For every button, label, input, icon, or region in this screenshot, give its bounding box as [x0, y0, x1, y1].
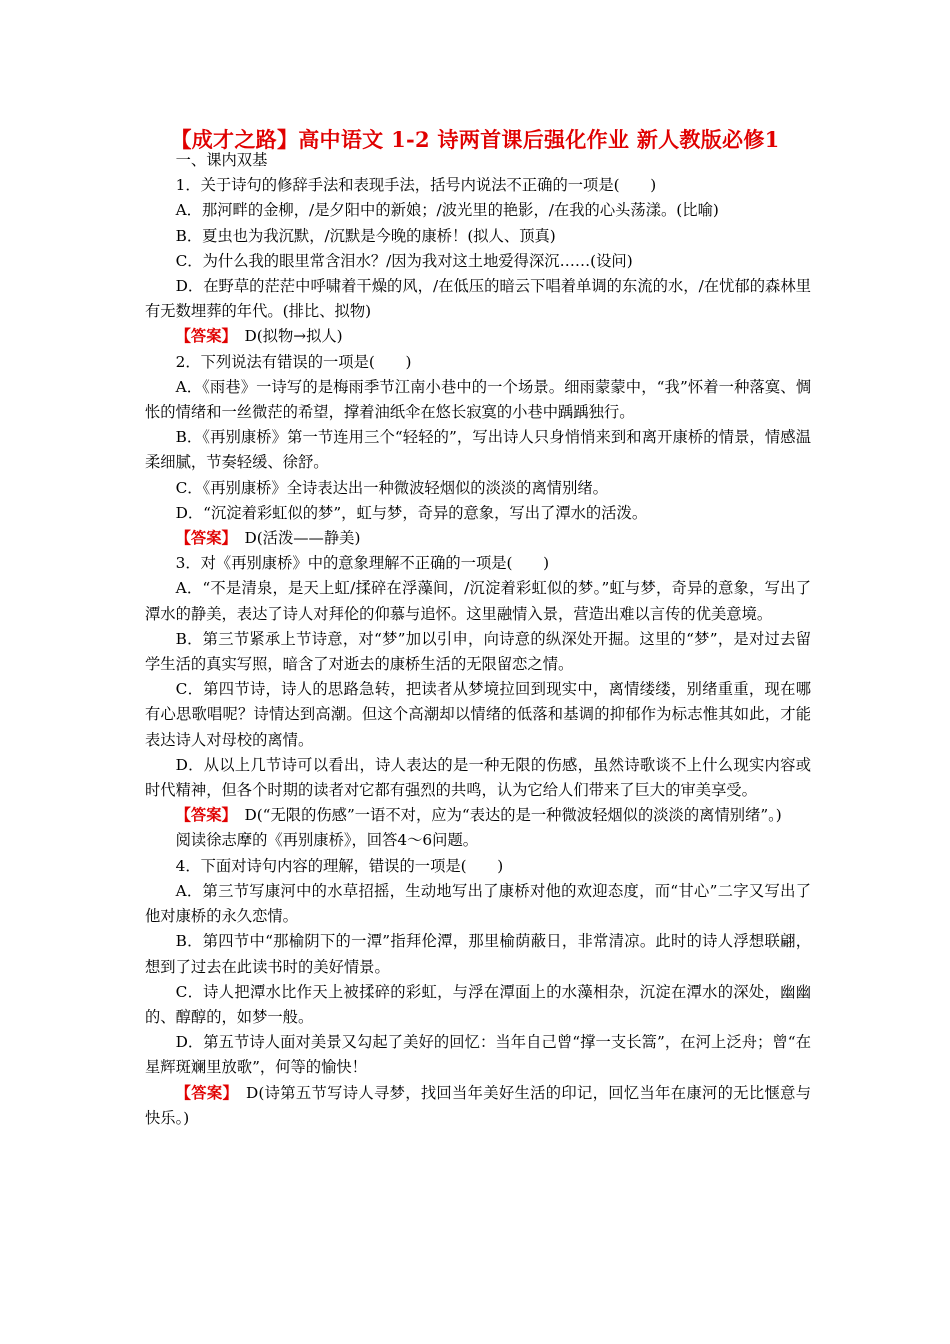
question-2-answer [145, 526, 811, 551]
question-1-option-d: D．在野草的茫茫中呼啸着干燥的风，/在低压的暗云下唱着单调的东流的水，/在忧郁的森林里有无数埋葬的年代。(排比、拟物) [145, 277, 811, 321]
question-3-option-d: D．从以上几节诗可以看出，诗人表达的是一种无限的伤感，虽然诗歌谈不上什么现实内容或时代精神，但各个时期的读者对它都有强烈的共鸣，认为它给人们带来了巨大的审美享受。 [145, 755, 811, 800]
question-4-option-d: D．第五节诗人面对美景又勾起了美好的回忆：当年自己曾“撑一支长篙”，在河上泛舟；曾“在星辉斑斓里放歌”，何等的愉快！ [145, 1033, 811, 1077]
question-4-option-c: C．诗人把潭水比作天上被揉碎的彩虹，与浮在潭面上的水藻相杂，沉淀在潭水的深处，幽幽的、醇醇的，如梦一般。 [145, 982, 811, 1026]
document-title: 【成才之路】高中语文 1-2 诗两首课后强化作业 新人教版必修1 [170, 127, 780, 152]
answer-tag: 【答案】 [175, 529, 230, 548]
section-heading: 一、课内双基 [175, 151, 268, 169]
question-2-option-c: C．《再别康桥》全诗表达出一种微波轻烟似的淡淡的离情别绪。 [175, 478, 608, 497]
answer-text: D(活泼——静美) [229, 529, 361, 548]
question-3-option-b: B．第三节紧承上节诗意，对“梦”加以引申，向诗意的纵深处开掘。这里的“梦”，是对过去留学生活的真实写照，暗含了对逝去的康桥生活的无限留恋之情。 [145, 629, 811, 674]
question-3-stem: 3．对《再别康桥》中的意象理解不正确的一项是( ) [175, 554, 550, 573]
answer-tag: 【答案】 [175, 806, 230, 825]
question-4-stem: 4．下面对诗句内容的理解，错误的一项是( ) [175, 856, 504, 875]
question-2-stem: 2．下列说法有错误的一项是( ) [175, 352, 412, 371]
answer-text: D(拟物→拟人) [229, 327, 343, 346]
question-1-option-b: B．夏虫也为我沉默，/沉默是今晚的康桥！(拟人、顶真) [175, 226, 556, 245]
document-body [145, 148, 811, 1131]
question-2-option-d: D．“沉淀着彩虹似的梦”，虹与梦，奇异的意象，写出了潭水的活泼。 [175, 503, 648, 522]
answer-text: D(诗第五节写诗人寻梦，找回当年美好生活的印记，回忆当年在康河的无比惬意与快乐。) [145, 1083, 811, 1127]
question-3-answer [145, 803, 811, 828]
question-2-option-b: B．《再别康桥》第一节连用三个“轻轻的”，写出诗人只身悄悄来到和离开康桥的情景，情感温柔细腻，节奏轻缓、徐舒。 [145, 428, 811, 472]
question-2-option-a: A．《雨巷》一诗写的是梅雨季节江南小巷中的一个场景。细雨蒙蒙中，“我”怀着一种落寞、惆怅的情绪和一丝微茫的希望，撑着油纸伞在悠长寂寞的小巷中踽踽独行。 [145, 377, 811, 422]
answer-text: D(“无限的伤感”一语不对，应为“表达的是一种微波轻烟似的淡淡的离情别绪”。) [229, 806, 782, 825]
question-1-stem: 1．关于诗句的修辞手法和表现手法，括号内说法不正确的一项是( ) [175, 176, 657, 195]
question-3-option-a: A．“不是清泉，是天上虹/揉碎在浮藻间，/沉淀着彩虹似的梦。”虹与梦，奇异的意象，写出了潭水的静美，表达了诗人对拜伦的仰慕与追怀。这里融情入景，营造出难以言传的优美意境。 [145, 579, 811, 623]
question-4-option-b: B．第四节中“那榆阴下的一潭”指拜伦潭，那里榆荫蔽日，非常清凉。此时的诗人浮想联翩，想到了过去在此读书时的美好情景。 [145, 932, 811, 976]
question-1-answer [145, 324, 811, 349]
question-3-option-c: C．第四节诗，诗人的思路急转，把读者从梦境拉回到现实中，离情缕缕，别绪重重，现在哪有心思歌唱呢？诗情达到高潮。但这个高潮却以情绪的低落和基调的抑郁作为标志惟其如此，才能表达诗人对母校的离情。 [145, 680, 811, 749]
question-1-option-c: C．为什么我的眼里常含泪水？/因为我对这土地爱得深沉……(设问) [175, 251, 633, 270]
answer-tag: 【答案】 [175, 1083, 231, 1102]
reading-intro: 阅读徐志摩的《再别康桥》，回答4～6问题。 [175, 831, 479, 850]
question-1-option-a: A．那河畔的金柳，/是夕阳中的新娘；/波光里的艳影，/在我的心头荡漾。(比喻) [175, 201, 719, 220]
question-4-answer [145, 1081, 811, 1131]
question-4-option-a: A．第三节写康河中的水草招摇，生动地写出了康桥对他的欢迎态度，而“甘心”二字又写出了他对康桥的永久恋情。 [145, 881, 811, 926]
answer-tag: 【答案】 [175, 327, 230, 346]
